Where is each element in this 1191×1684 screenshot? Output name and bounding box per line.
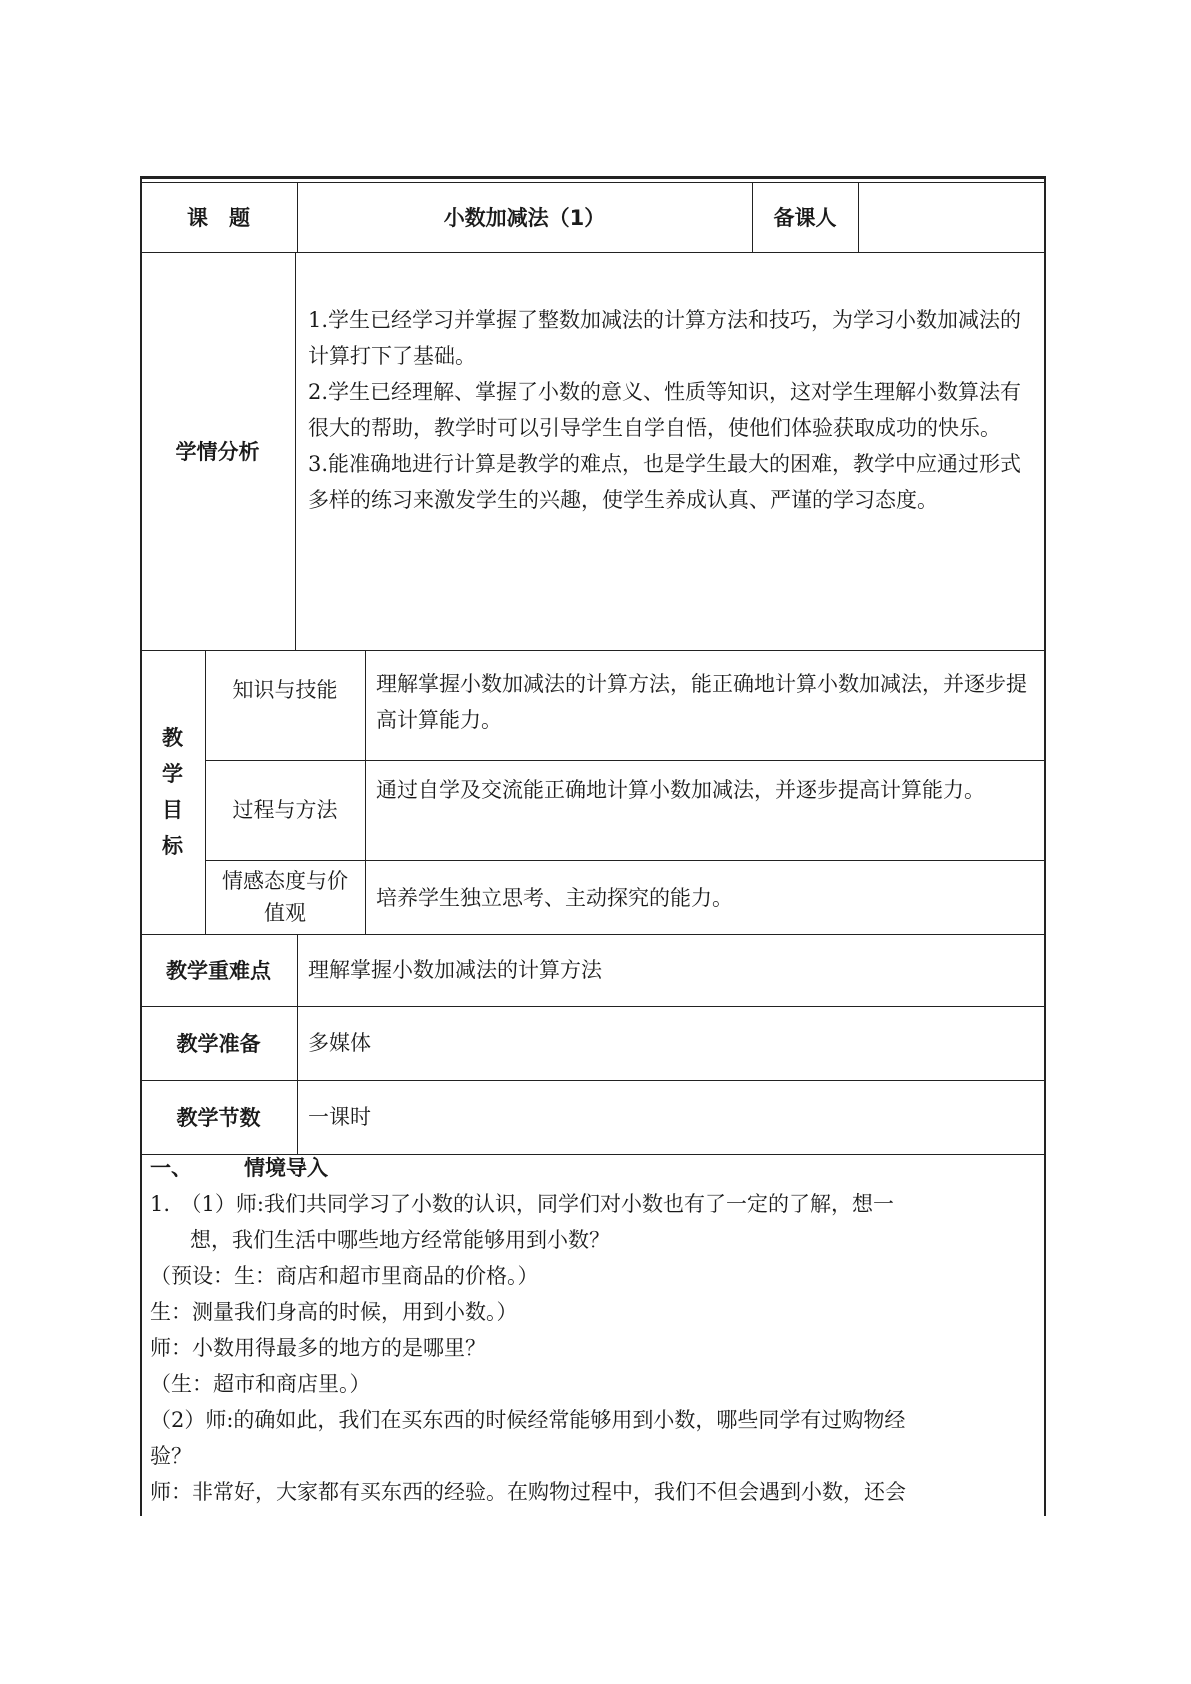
process-section-heading	[150, 1153, 1030, 1183]
process-line-1: 1. （1）师:我们共同学习了小数的认识，同学们对小数也有了一定的了解，想一	[150, 1192, 894, 1216]
goal-label-process: 过程与方法	[232, 798, 338, 822]
process-line-5: 师：小数用得最多的地方的是哪里？	[150, 1336, 486, 1360]
process-line-4: 生：测量我们身高的时候，用到小数。）	[150, 1300, 518, 1324]
periods-value: 一课时	[308, 1105, 371, 1129]
analysis-item-2: 2.学生已经理解、掌握了小数的意义、性质等知识，这对学生理解小数算法有很大的帮助，教学时可以引导学生自学自悟，使他们体验获取成功的快乐。	[308, 380, 1022, 440]
process-line-6: （生：超市和商店里。）	[150, 1372, 371, 1396]
analysis-content	[308, 302, 1036, 518]
analysis-item-3: 3.能准确地进行计算是教学的难点，也是学生最大的困难，教学中应通过形式多样的练习来激发学生的兴趣，使学生养成认真、严谨的学习态度。	[308, 452, 1022, 512]
col-divider	[295, 252, 296, 650]
goals-label: 教学目标	[162, 726, 183, 858]
topic-label: 课 题	[187, 206, 250, 230]
col-divider	[297, 934, 298, 1154]
section-number: 一、	[150, 1156, 192, 1180]
keypoints-value: 理解掌握小数加减法的计算方法	[308, 958, 602, 982]
goals-label-cell	[140, 650, 205, 934]
topic-value: 小数加减法（1）	[443, 206, 606, 230]
col-divider	[365, 650, 366, 934]
section-title: 情境导入	[244, 1156, 328, 1180]
goal-content-emotion: 培养学生独立思考、主动探究的能力。	[376, 886, 733, 910]
process-line-2: 想，我们生活中哪些地方经常能够用到小数？	[190, 1228, 610, 1252]
process-line-8: 验？	[150, 1444, 192, 1468]
preparation-value: 多媒体	[308, 1031, 371, 1055]
goal-content-knowledge: 理解掌握小数加减法的计算方法，能正确地计算小数加减法，并逐步提高计算能力。	[376, 672, 1027, 732]
analysis-item-1: 1.学生已经学习并掌握了整数加减法的计算方法和技巧，为学习小数加减法的计算打下了基础。	[308, 308, 1022, 368]
preparation-label: 教学准备	[176, 1032, 261, 1056]
keypoints-label: 教学重难点	[166, 959, 271, 983]
process-line-3: （预设：生：商店和超市里商品的价格。）	[150, 1264, 539, 1288]
process-line-7: （2）师:的确如此，我们在买东西的时候经常能够用到小数，哪些同学有过购物经	[150, 1408, 906, 1432]
periods-label: 教学节数	[176, 1106, 261, 1130]
preparer-label: 备课人	[773, 206, 837, 230]
process-line-9: 师：非常好，大家都有买东西的经验。在购物过程中，我们不但会遇到小数，还会	[150, 1480, 906, 1504]
preparer-value	[858, 182, 1046, 252]
analysis-label: 学情分析	[175, 440, 260, 464]
goal-label-knowledge: 知识与技能	[232, 678, 338, 702]
process-body	[150, 1186, 1035, 1510]
goal-label-emotion: 情感态度与价值观	[222, 869, 348, 925]
goal-content-process: 通过自学及交流能正确地计算小数加减法，并逐步提高计算能力。	[376, 778, 985, 802]
